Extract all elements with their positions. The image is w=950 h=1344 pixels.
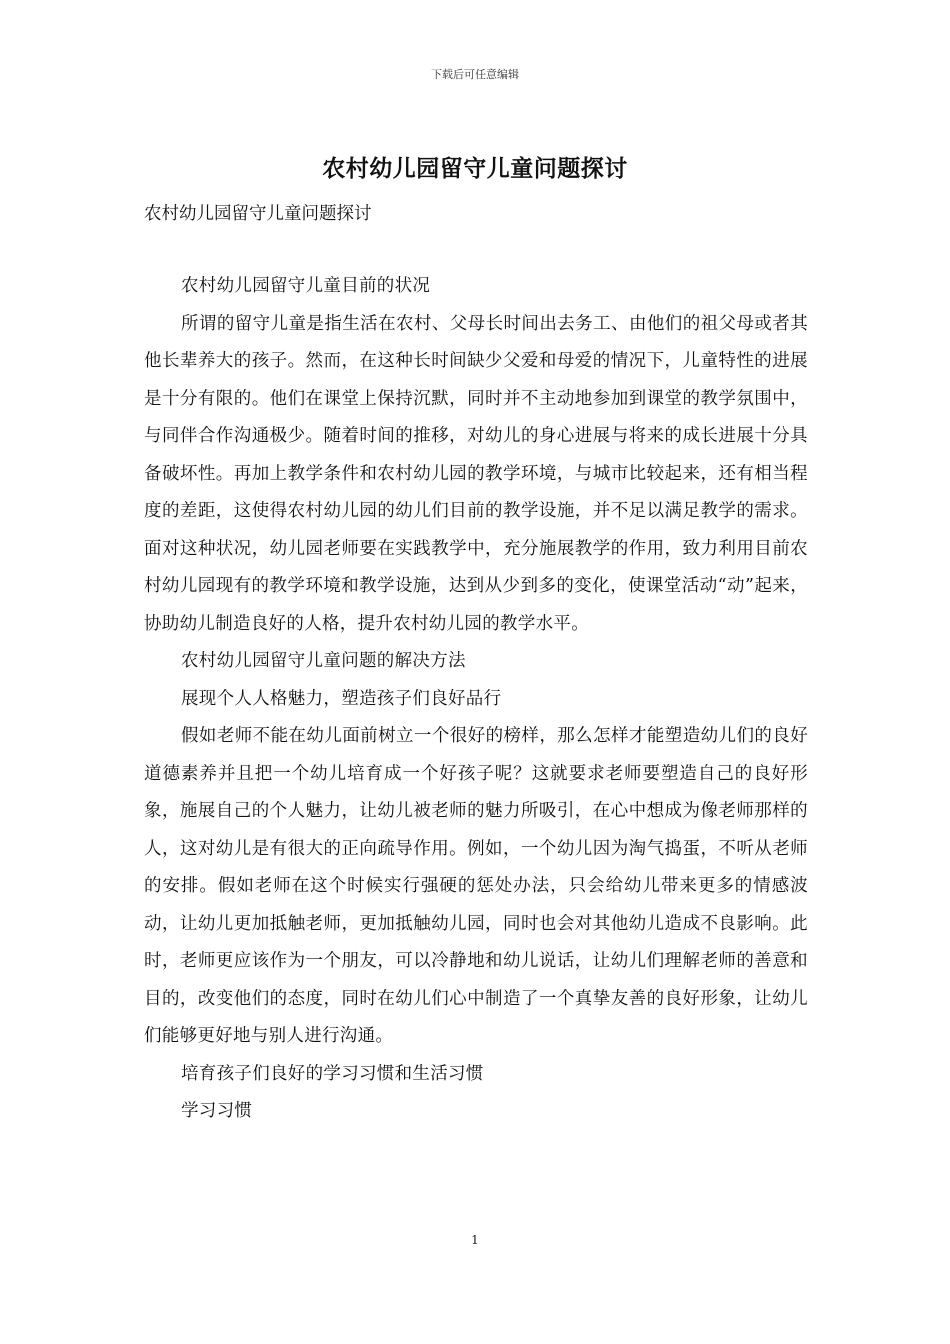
- document-title: 农村幼儿园留守儿童问题探讨: [322, 155, 628, 182]
- section-heading-solutions: 农村幼儿园留守儿童问题的解决方法: [181, 651, 466, 671]
- subheading-study-habits: 学习习惯: [181, 1101, 253, 1121]
- paragraph-status: 所谓的留守儿童是指生活在农村、父母长时间出去务工、由他们的祖父母或者其他长辈养大的孩子。然而，在这种长时间缺少父爱和母爱的情况下，儿童特性的进展是十分有限的。他们在课堂上保持沉默，同时并不主动地参加到课堂的教学氛围中，与同伴合作沟通极少。随着时间的推移，对幼儿的身心进展与将来的成长进展十分具备破坏性。再加上教学条件和农村幼儿园的教学环境，与城市比较起来，还有相当程度的差距，这使得农村幼儿园的幼儿们目前的教学设施，并不足以满足教学的需求。面对这种状况，幼儿园老师要在实践教学中，充分施展教学的作用，致力利用目前农村幼儿园现有的教学环境和教学设施，达到从少到多的变化，使课堂活动“动”起来，协助幼儿制造良好的人格，提升农村幼儿园的教学水平。: [144, 313, 808, 634]
- paragraph-personal-charm: 假如老师不能在幼儿面前树立一个很好的榜样，那么怎样才能塑造幼儿们的良好道德素养并且把一个幼儿培育成一个好孩子呢？这就要求老师要塑造自己的良好形象，施展自己的个人魅力，让幼儿被老师的魅力所吸引，在心中想成为像老师那样的人，这对幼儿是有很大的正向疏导作用。例如，一个幼儿因为淘气捣蛋，不听从老师的安排。假如老师在这个时候实行强硬的惩处办法，只会给幼儿带来更多的情感波动，让幼儿更加抵触老师，更加抵触幼儿园，同时也会对其他幼儿造成不良影响。此时，老师更应该作为一个朋友，可以冷静地和幼儿说话，让幼儿们理解老师的善意和目的，改变他们的态度，同时在幼儿们心中制造了一个真挚友善的良好形象，让幼儿们能够更好地与别人进行沟通。: [144, 726, 808, 1046]
- document-body: [144, 268, 808, 1131]
- document-subtitle: 农村幼儿园留守儿童问题探讨: [144, 204, 372, 224]
- section-heading-status: 农村幼儿园留守儿童目前的状况: [181, 276, 431, 296]
- header-note: 下载后可任意编辑: [431, 68, 519, 81]
- subheading-personal-charm: 展现个人人格魅力，塑造孩子们良好品行: [181, 688, 502, 709]
- subheading-habits: 培育孩子们良好的学习习惯和生活习惯: [181, 1063, 484, 1084]
- page-number: 1: [471, 1233, 479, 1247]
